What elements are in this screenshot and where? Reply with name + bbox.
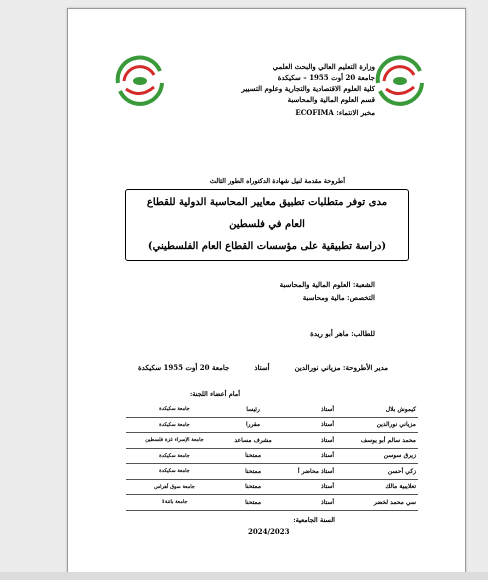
table-row — [126, 433, 418, 449]
jury-member-grade: أستاذ محاضر أ — [283, 464, 336, 480]
jury-member-name: تعلايبية مالك — [336, 479, 418, 495]
branch-text: الشعبة: العلوم المالية والمحاسبة — [279, 280, 375, 289]
table-row — [126, 417, 418, 433]
jury-member-name: زيرق سوسن — [336, 448, 418, 464]
jury-member-grade: أستاذ — [283, 479, 336, 495]
jury-member-institution: جامعة سكيكدة — [126, 464, 223, 480]
thesis-title-box — [125, 189, 409, 261]
thesis-title-line2: العام في فلسطين — [229, 219, 305, 230]
table-row — [126, 464, 418, 480]
jury-member-role: ممتحنا — [223, 448, 283, 464]
jury-member-institution: جامعة الإسراء غزة فلسطين — [126, 433, 223, 449]
university-logo-left — [110, 53, 170, 109]
student-text: للطالب: ماهر أبو ريدة — [310, 329, 375, 338]
jury-member-grade: أستاذ — [283, 448, 336, 464]
thesis-title-line1: مدى توفر متطلبات تطبيق معايير المحاسبة الدولية للقطاع — [146, 197, 388, 208]
institution-header — [165, 61, 375, 118]
jury-member-role: ممتحنا — [223, 495, 283, 511]
university-name: جامعة 20 أوت 1955 – سكيكدة — [277, 73, 375, 82]
supervisor-label: مدير الأطروحة: مزياني نورالدين — [294, 363, 388, 372]
academic-year-value: 2024/2023 — [248, 527, 290, 536]
jury-member-institution: جامعة سكيكدة — [126, 402, 223, 417]
jury-member-institution: جامعة سكيكدة — [126, 448, 223, 464]
faculty-name: كلية العلوم الاقتصادية والتجارية وعلوم التسيير — [241, 84, 375, 93]
jury-member-role: ممتحنا — [223, 464, 283, 480]
jury-member-name: كيموش بلال — [336, 402, 418, 417]
jury-member-grade: أستاذ — [283, 495, 336, 511]
university-logo-right — [370, 53, 430, 109]
jury-member-name: سي محمد لخضر — [336, 495, 418, 511]
table-row — [126, 448, 418, 464]
table-row — [126, 402, 418, 417]
thesis-title-line3: (دراسة تطبيقية على مؤسسات القطاع العام الفلسطيني) — [147, 241, 387, 252]
jury-member-grade: أستاذ — [283, 433, 336, 449]
table-row — [126, 495, 418, 511]
table-row — [126, 479, 418, 495]
jury-member-grade: أستاذ — [283, 402, 336, 417]
ministry-name: وزارة التعليم العالي والبحث العلمي — [272, 62, 375, 71]
supervisor-row — [138, 363, 388, 372]
document-page — [67, 8, 466, 578]
academic-year-label: السنة الجامعية: — [293, 516, 335, 524]
jury-member-role: مقررا — [223, 417, 283, 433]
specialty-text: التخصص: مالية ومحاسبة — [302, 293, 375, 302]
jury-title: أمام أعضاء اللجنة: — [189, 390, 240, 398]
jury-table — [126, 402, 418, 511]
jury-member-institution: جامعة باتنة1 — [126, 495, 223, 511]
jury-member-name: محمد سالم أبو يوسف — [336, 433, 418, 449]
department-name: قسم العلوم المالية والمحاسبة — [287, 95, 375, 104]
horizontal-scrollbar[interactable] — [0, 572, 488, 580]
jury-member-role: مشرف مساعد — [223, 433, 283, 449]
supervisor-grade: أستاذ — [254, 363, 270, 372]
jury-member-institution: جامعة سكيكدة — [126, 417, 223, 433]
jury-member-role: ممتحنا — [223, 479, 283, 495]
jury-member-name: زكي أحسن — [336, 464, 418, 480]
lab-affiliation: مخبر الانتماء: ECOFIMA — [295, 108, 375, 117]
jury-member-institution: جامعة سوق أهراس — [126, 479, 223, 495]
supervisor-university: جامعة 20 أوت 1955 سكيكدة — [138, 363, 230, 372]
jury-member-role: رئيسا — [223, 402, 283, 417]
jury-member-name: مزياني نورالدين — [336, 417, 418, 433]
jury-member-grade: أستاذ — [283, 417, 336, 433]
thesis-intro: أطروحة مقدمة لنيل شهادة الدكتوراه الطور الثالث — [209, 177, 345, 185]
